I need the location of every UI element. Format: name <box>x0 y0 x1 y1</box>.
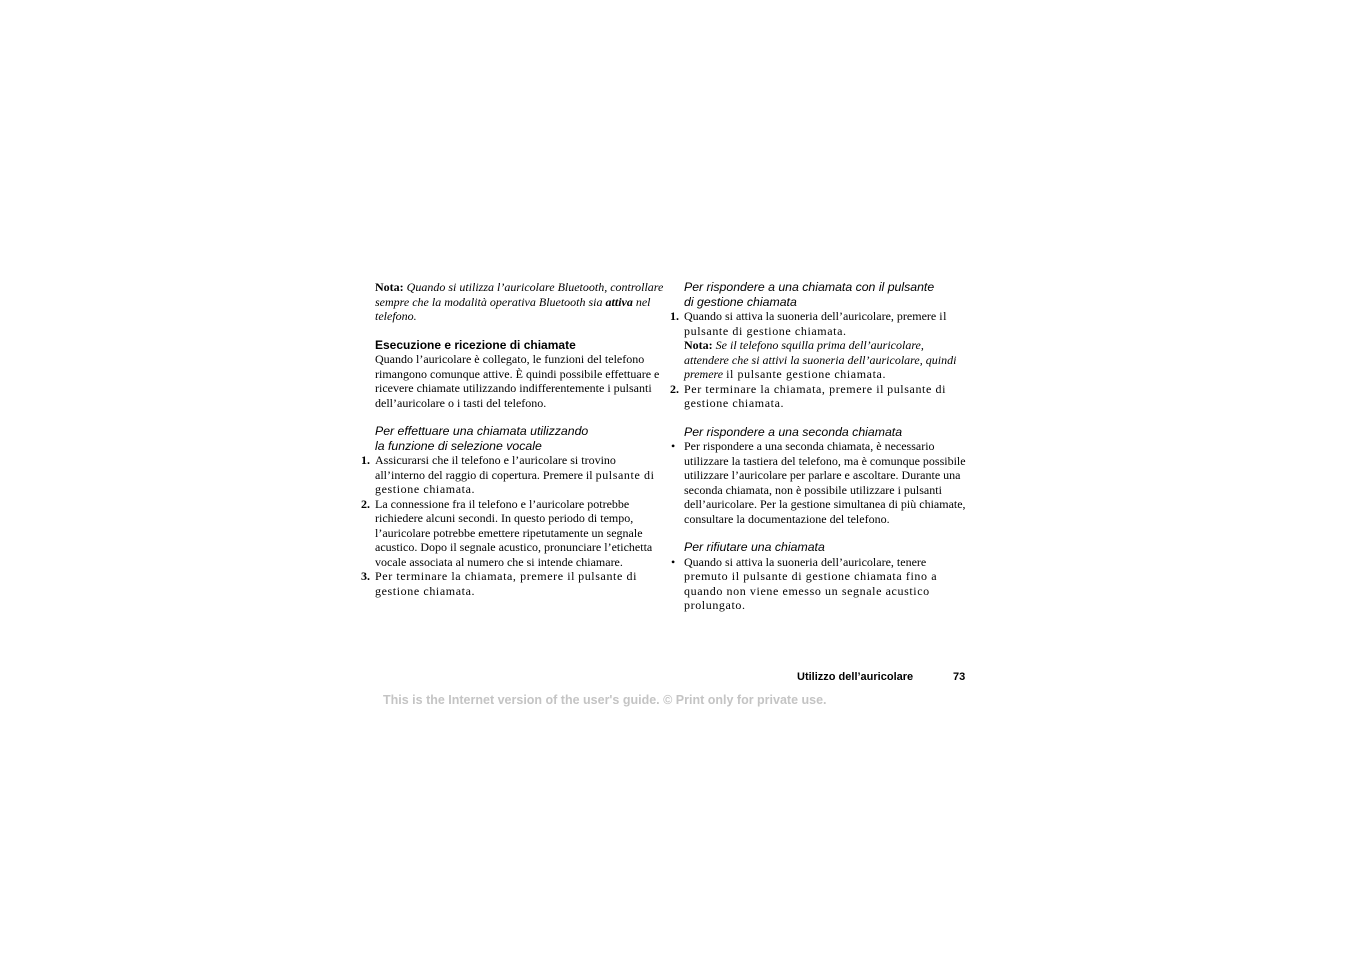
bullet-text-spaced: premuto il pulsante di gestione chiamata fino a quando non viene emesso un segnale acustico prolungato. <box>684 569 938 612</box>
list-item <box>670 309 966 382</box>
section-title: Esecuzione e ricezione di chiamate <box>375 337 576 352</box>
bullet-text: Per rispondere a una seconda chiamata, è necessario utilizzare la tastiera del telefono, ma è comunque possibile utilizzare l’auricolare per parlare e ascoltare. Durante una seconda chiamata, non è possibile utilizzare i pulsanti dell’auricolare. Per la gestione simultanea di più chiamate, consultare la documentazione del telefono. <box>684 439 966 526</box>
step-number: 3. <box>361 569 370 583</box>
answer-heading-line-1: Per rispondere a una chiamata con il pulsante <box>684 280 935 294</box>
note-text-2: nel telefono. <box>375 294 651 323</box>
step-number: 1. <box>361 453 370 467</box>
bullet-icon: • <box>671 554 676 569</box>
bluetooth-note <box>375 280 665 324</box>
step-text-spaced: pulsante di gestione chiamata. <box>684 381 947 410</box>
step-note-tail: il pulsante gestione chiamata. <box>726 367 887 381</box>
list-item <box>671 554 966 613</box>
step-number: 2. <box>361 496 370 511</box>
watermark-text: This is the Internet version of the user's guide. © Print only for private use. <box>383 693 827 707</box>
step-text-spaced: pulsante di gestione chiamata. <box>375 569 638 598</box>
list-item <box>361 453 665 497</box>
reject-list <box>671 554 966 613</box>
second-call-heading: Per rispondere a una seconda chiamata <box>684 424 903 439</box>
voice-heading-line-2: la funzione di selezione vocale <box>375 438 542 453</box>
list-item <box>671 439 966 526</box>
voice-heading <box>375 424 665 453</box>
right-column <box>670 280 966 613</box>
bullet-text: Quando si attiva la suoneria dell’auricolare, tenere <box>684 554 927 569</box>
step-number: 1. <box>670 309 679 323</box>
list-item <box>361 496 665 570</box>
answer-heading-line-2: di gestione chiamata <box>684 294 797 309</box>
step-note-italic: Se il telefono squilla prima dell’auricolare, attendere che si attivi la suoneria dell’auricolare, quindi premere <box>684 338 957 381</box>
list-item <box>361 569 665 598</box>
step-number: 2. <box>670 381 679 396</box>
bullet-icon: • <box>671 439 676 453</box>
note-label: Nota: <box>375 280 404 294</box>
step-text: Per terminare la chiamata, premere il <box>684 381 885 396</box>
step-text: Quando si attiva la suoneria dell’auricolare, premere <box>684 309 937 323</box>
step-text: Assicurarsi che il telefono e l’auricolare si trovino all’interno del raggio di copertura. Premere il <box>375 453 616 482</box>
reject-heading: Per rifiutare una chiamata <box>684 540 825 554</box>
answer-steps <box>670 309 966 411</box>
step-note-label: Nota: <box>684 338 713 352</box>
step-text: La connessione fra il telefono e l’auricolare potrebbe richiedere alcuni secondi. In questo periodo di tempo, l’auricolare potrebbe emettere ripetutamente un segnale acustico. Dopo il segnale acustico, pronunciare l’etichetta vocale associata al numero che si intende chiamare. <box>375 496 653 569</box>
left-column <box>361 280 665 598</box>
answer-heading <box>684 280 966 309</box>
step-text: Per terminare la chiamata, premere il <box>375 569 576 583</box>
note-text-1: Quando si utilizza l’auricolare Bluetooth, controllare sempre che la modalità operativa Bluetooth sia <box>375 280 664 309</box>
page-number: 73 <box>953 671 966 683</box>
list-item <box>670 381 966 411</box>
voice-steps <box>361 453 665 598</box>
second-call-list <box>671 439 966 526</box>
step-text-spaced: pulsante di gestione chiamata. <box>375 467 655 496</box>
voice-heading-line-1: Per effettuare una chiamata utilizzando <box>375 424 589 438</box>
note-bold: attiva <box>605 294 633 309</box>
section-body: Quando l’auricolare è collegato, le funzioni del telefono rimangono comunque attive. È quindi possibile effettuare e ricevere chiamate utilizzando indifferentemente i pulsanti dell’auricolare o i tasti del telefono. <box>375 352 660 410</box>
step-text-spaced: il pulsante di gestione chiamata. <box>684 309 948 338</box>
footer-section-name: Utilizzo dell’auricolare <box>797 671 914 683</box>
